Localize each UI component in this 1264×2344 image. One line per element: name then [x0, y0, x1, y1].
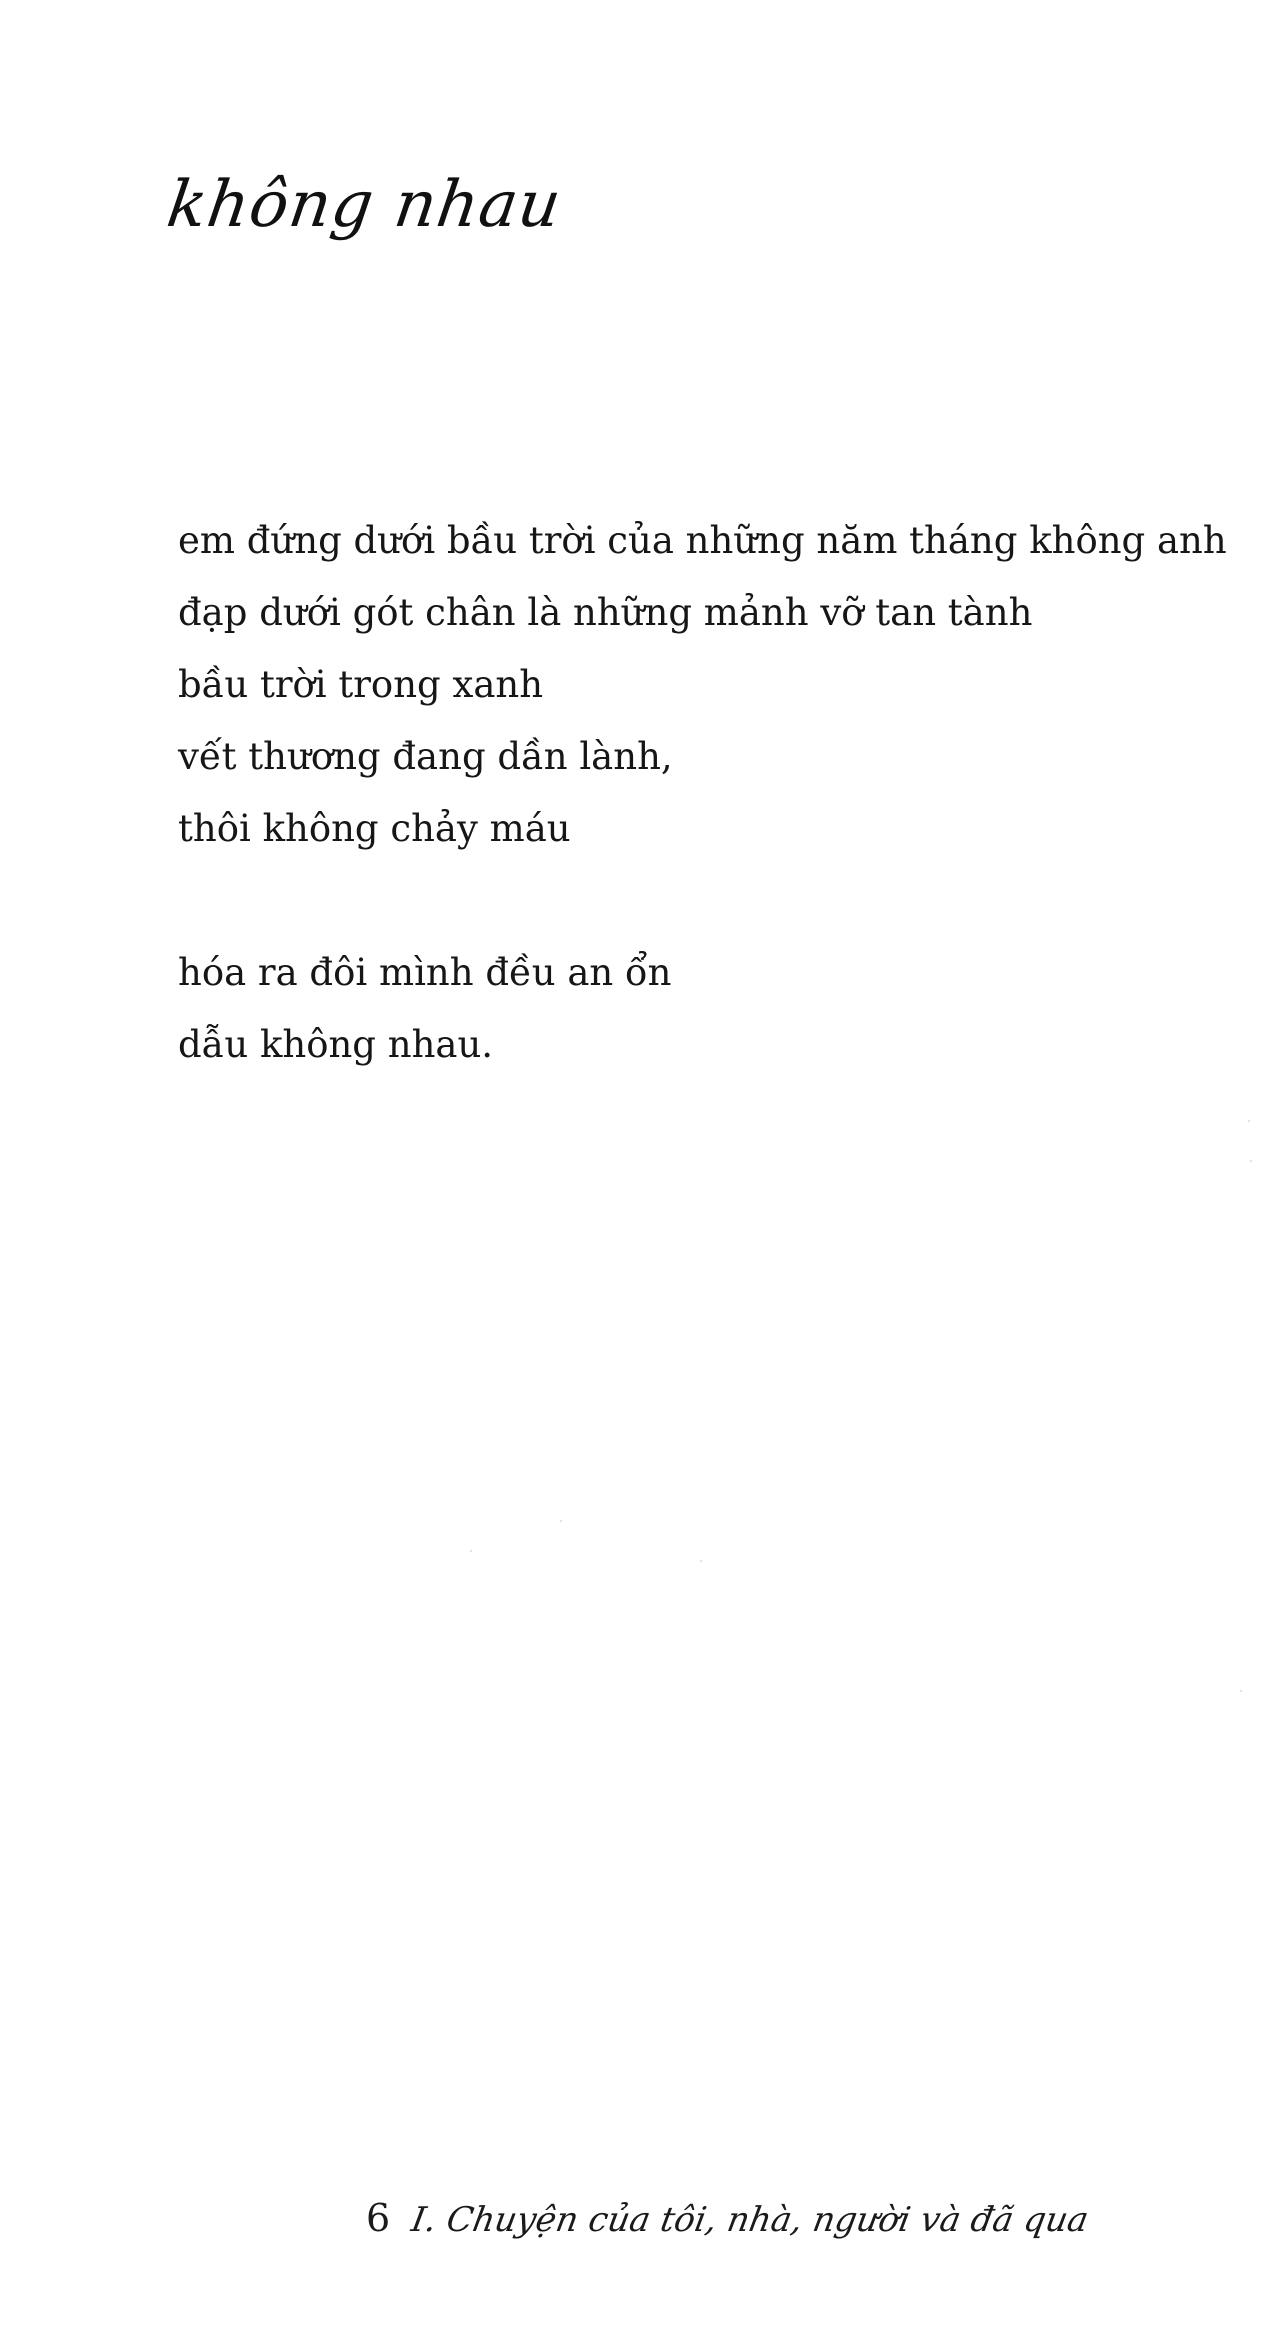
- poem-line: thôi không chảy máu: [178, 807, 571, 850]
- poem-line: vết thương đang dần lành,: [178, 735, 673, 778]
- stanza-2: [178, 937, 1218, 1081]
- page-footer: [366, 2196, 1092, 2240]
- paper-speck: [560, 1520, 562, 1522]
- poem-line: bầu trời trong xanh: [178, 663, 544, 706]
- paper-speck: [1240, 1690, 1242, 1692]
- page-number: 6: [366, 2196, 391, 2240]
- poem-body: [178, 505, 1227, 1153]
- running-head: I. Chuyện của tôi, nhà, người và đã qua: [408, 2200, 1092, 2240]
- paper-speck: [1248, 1120, 1250, 1122]
- paper-speck: [470, 1550, 472, 1552]
- stanza-1: [178, 505, 1227, 865]
- poem-line: dẫu không nhau.: [178, 1023, 494, 1066]
- poem-line: hóa ra đôi mình đều an ổn: [178, 951, 672, 994]
- poem-title: không nhau: [162, 168, 567, 242]
- paper-speck: [700, 1560, 702, 1562]
- poem-line: em đứng dưới bầu trời của những năm tháng không anh: [178, 519, 1227, 562]
- paper-speck: [1250, 1160, 1252, 1162]
- poem-line: đạp dưới gót chân là những mảnh vỡ tan tành: [178, 591, 1033, 634]
